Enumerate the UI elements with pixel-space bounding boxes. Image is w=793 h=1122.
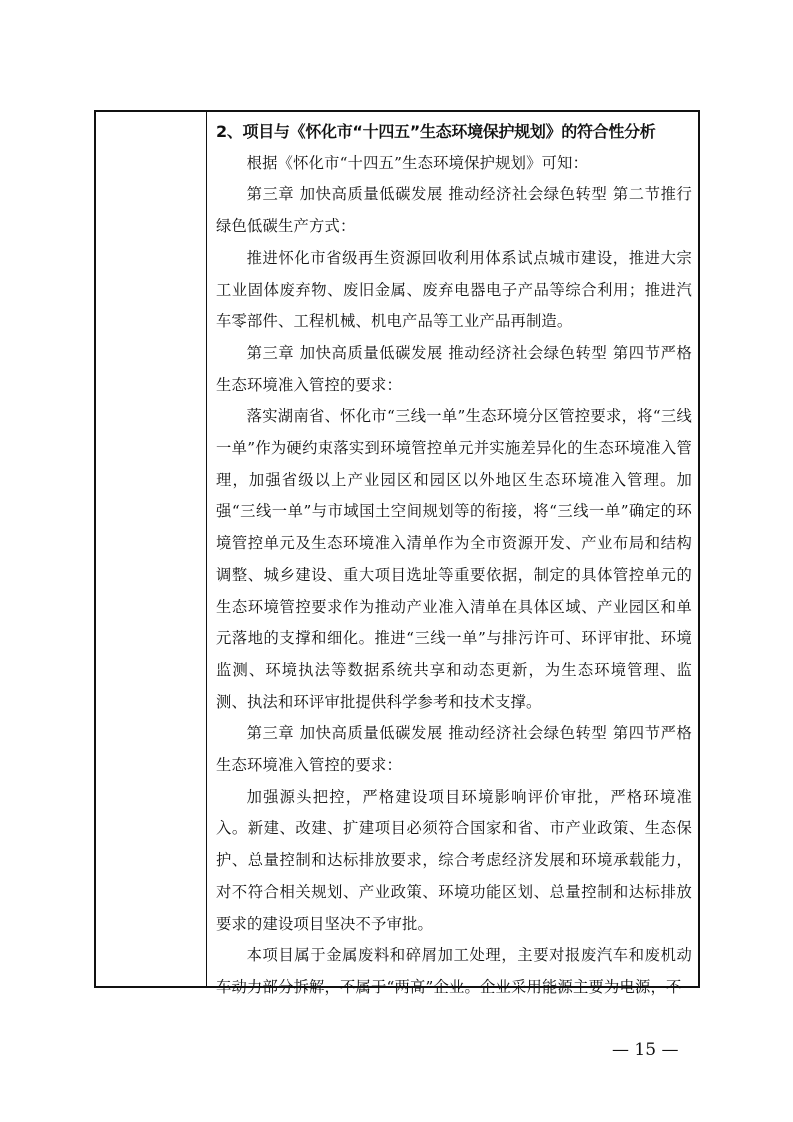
form-table	[94, 110, 700, 996]
paragraph: 推进怀化市省级再生资源回收利用体系试点城市建设，推进大宗工业固体废弃物、废旧金属、废弃电器电子产品等综合利用；推进汽车零部件、工程机械、机电产品等工业产品再制造。	[216, 248, 692, 331]
paragraph: 第三章 加快高质量低碳发展 推动经济社会绿色转型 第四节严格生态环境准入管控的要求：	[216, 724, 692, 775]
paragraph: 第三章 加快高质量低碳发展 推动经济社会绿色转型 第二节推行绿色低碳生产方式：	[216, 185, 692, 236]
paragraph: 根据《怀化市“十四五”生态环境保护规划》可知：	[246, 153, 589, 172]
paragraph: 本项目属于金属废料和碎屑加工处理，主要对报废汽车和废机动车动力部分拆解，不属于“两高”企业。企业采用能源主要为电源，不	[216, 946, 692, 996]
section-heading: 2、项目与《怀化市“十四五”生态环境保护规划》的符合性分析	[216, 122, 656, 141]
content-cell	[207, 112, 698, 996]
paragraph: 第三章 加快高质量低碳发展 推动经济社会绿色转型 第四节严格生态环境准入管控的要求：	[216, 343, 692, 394]
page-number: — 15 —	[612, 1040, 679, 1060]
paragraph: 加强源头把控，严格建设项目环境影响评价审批，严格环境准入。新建、改建、扩建项目必须符合国家和省、市产业政策、生态保护、总量控制和达标排放要求，综合考虑经济发展和环境承载能力，对不符合相关规划、产业政策、环境功能区划、总量控制和达标排放要求的建设项目坚决不予审批。	[216, 787, 692, 933]
paragraph: 落实湖南省、怀化市“三线一单”生态环境分区管控要求，将“三线一单”作为硬约束落实到环境管控单元并实施差异化的生态环境准入管理，加强省级以上产业园区和园区以外地区生态环境准入管理。加强“三线一单”与市域国土空间规划等的衔接，将“三线一单”确定的环境管控单元及生态环境准入清单作为全市资源开发、产业布局和结构调整、城乡建设、重大项目选址等重要依据，制定的具体管控单元的生态环境管控要求作为推动产业准入清单在具体区域、产业园区和单元落地的支撑和细化。推进“三线一单”与排污许可、环评审批、环境监测、环境执法等数据系统共享和动态更新，为生态环境管理、监测、执法和环评审批提供科学参考和技术支撑。	[216, 407, 692, 711]
